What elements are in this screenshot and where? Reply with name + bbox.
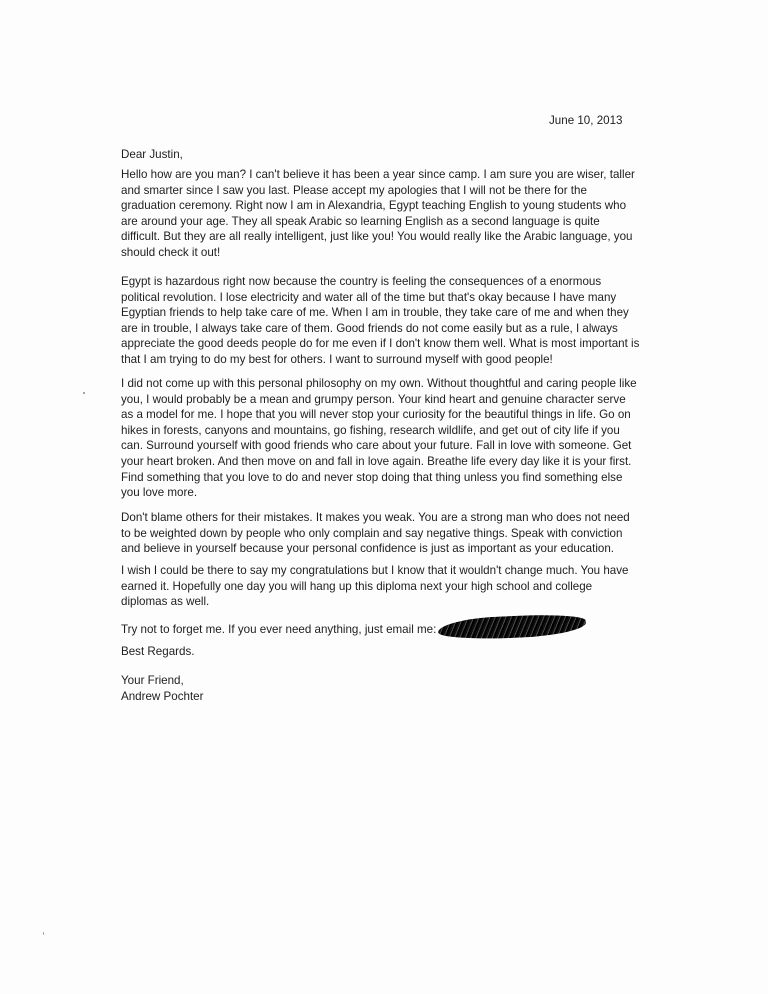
signature-name: Andrew Pochter — [121, 690, 204, 703]
letter-date: June 10, 2013 — [549, 114, 623, 127]
scan-speck — [83, 392, 85, 394]
paragraph: I did not come up with this personal philosophy on my own. Without thoughtful and caring people like you, I would probably be a mean and grumpy person. Your kind heart and genuine character serve as a model for me. I hope that you will never stop your curiosity for the beautiful things in life. Go on hikes in forests, canyons and mountains, go fishing, research wildlife, and get out of city life if you can. Surround yourself with good friends who care about your future. Fall in love with someone. Get your heart broken. And then move on and fall in love again. Breathe life every day like it is your first. Find something that you love to do and never stop doing that thing unless you find something else you love more. — [121, 377, 637, 500]
paragraph: Hello how are you man? I can't believe it has been a year since camp. I am sure you are wiser, taller and smarter since I saw you last. Please accept my apologies that I will not be there for the graduation ceremony. Right now I am in Alexandria, Egypt teaching English to young students who are around your age. They all speak Arabic so learning English as a second language is quite difficult. But they are all really intelligent, just like you! You would really like the Arabic language, you should check it out! — [121, 168, 635, 259]
closing-text: Try not to forget me. If you ever need anything, just email me: — [121, 623, 437, 637]
friend-line: Your Friend, — [121, 674, 184, 687]
redacted-email-scribble — [438, 612, 587, 642]
closing-line — [121, 622, 586, 638]
paragraph: Egypt is hazardous right now because the country is feeling the consequences of a enormous political revolution. I lose electricity and water all of the time but that's okay because I have many Egyptian friends to help take care of me. When I am in trouble, they take care of me and when they are in trouble, I always take care of them. Good friends do not come easily but as a rule, I always appreciate the good deeds people do for me even if I don't know them well. What is most important is that I am trying to do my best for others. I want to surround myself with good people! — [121, 275, 640, 366]
sign-off: Best Regards. — [121, 645, 195, 658]
salutation: Dear Justin, — [121, 148, 183, 161]
paragraph: I wish I could be there to say my congratulations but I know that it wouldn't change much. You have earned it. Hopefully one day you will hang up this diploma next your high school and college diplomas as well. — [121, 564, 629, 609]
scan-speck — [43, 932, 44, 935]
paragraph: Don't blame others for their mistakes. It makes you weak. You are a strong man who does not need to be weighted down by people who only complain and say negative things. Speak with conviction and believe in yourself because your personal confidence is just as important as your education. — [121, 511, 630, 556]
